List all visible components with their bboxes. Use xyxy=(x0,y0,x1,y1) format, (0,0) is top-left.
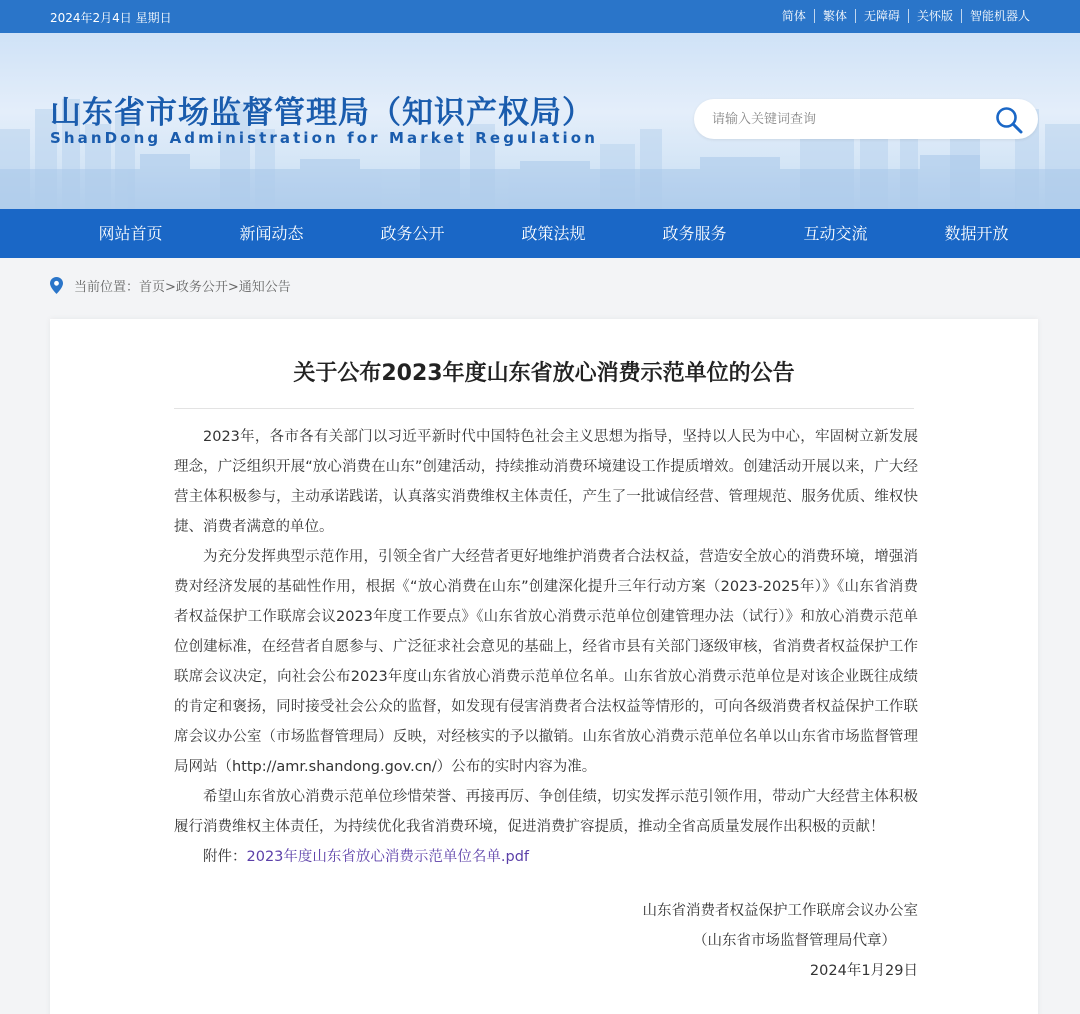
article-title: 关于公布2023年度山东省放心消费示范单位的公告 xyxy=(293,361,795,386)
nav-news[interactable]: 新闻动态 xyxy=(239,224,304,243)
nav-policies[interactable]: 政策法规 xyxy=(521,224,586,243)
link-accessibility[interactable]: 无障碍 xyxy=(855,9,908,23)
header-banner xyxy=(0,33,1080,209)
article-paragraph: 希望山东省放心消费示范单位珍惜荣誉、再接再厉、争创佳绩，切实发挥示范引领作用，带动广大经营主体积极履行消费维权主体责任，为持续优化我省消费环境，促进消费扩容提质，推动全省高质量发展作出积极的贡献！ xyxy=(174,789,918,835)
site-subtitle: ShanDong Administration for Market Regulation xyxy=(50,129,598,147)
search-input[interactable] xyxy=(712,109,982,129)
signature-note: （山东省市场监督管理局代章） xyxy=(693,933,896,949)
top-bar xyxy=(0,0,1080,33)
article-card xyxy=(50,319,1038,1014)
location-pin-icon xyxy=(50,277,63,294)
signature-org: 山东省消费者权益保护工作联席会议办公室 xyxy=(642,903,918,919)
nav-interaction[interactable]: 互动交流 xyxy=(803,224,868,243)
search-icon[interactable] xyxy=(994,105,1024,135)
breadcrumb-text[interactable]: 当前位置：首页>政务公开>通知公告 xyxy=(74,280,291,295)
site-title: 山东省市场监督管理局（知识产权局） xyxy=(50,95,594,131)
title-divider xyxy=(174,408,914,409)
attachment-label: 附件： xyxy=(203,849,247,865)
nav-home[interactable]: 网站首页 xyxy=(98,224,163,243)
article-paragraph: 为充分发挥典型示范作用，引领全省广大经营者更好地维护消费者合法权益，营造安全放心的消费环境，增强消费对经济发展的基础性作用，根据《“放心消费在山东”创建深化提升三年行动方案（2023-2025年）》《山东省消费者权益保护工作联席会议2023年度工作要点》《山东省放心消费示范单位创建管理办法（试行）》和放心消费示范单位创建标准，在经营者自愿参与、广泛征求社会意见的基础上，经省市县有关部门逐级审核，省消费者权益保护工作联席会议决定，向社会公布2023年度山东省放心消费示范单位名单。山东省放心消费示范单位是对该企业既往成绩的肯定和褒扬，同时接受社会公众的监督，如发现有侵害消费者合法权益等情形的，可向各级消费者权益保护工作联席会议办公室（市场监督管理局）反映，对经核实的予以撤销。山东省放心消费示范单位名单以山东省市场监督管理局网站（http://amr.shandong.gov.cn/）公布的实时内容为准。 xyxy=(174,549,918,775)
breadcrumb xyxy=(50,276,291,295)
nav-government-affairs[interactable]: 政务公开 xyxy=(380,224,445,243)
current-date: 2024年2月4日 星期日 xyxy=(50,11,172,25)
nav-services[interactable]: 政务服务 xyxy=(662,224,727,243)
link-smart-robot[interactable]: 智能机器人 xyxy=(961,9,1038,23)
search-box xyxy=(694,99,1038,139)
link-traditional[interactable]: 繁体 xyxy=(814,9,855,23)
article-paragraph: 2023年，各市各有关部门以习近平新时代中国特色社会主义思想为指导，坚持以人民为中心，牢固树立新发展理念，广泛组织开展“放心消费在山东”创建活动，持续推动消费环境建设工作提质增效。创建活动开展以来，广大经营主体积极参与，主动承诺践诺，认真落实消费维权主体责任，产生了一批诚信经营、管理规范、服务优质、维权快捷、消费者满意的单位。 xyxy=(174,429,918,535)
link-simplified[interactable]: 简体 xyxy=(781,9,806,23)
attachment-line xyxy=(174,842,918,872)
main-nav xyxy=(0,209,1080,258)
topbar-links xyxy=(774,9,1038,23)
link-care-mode[interactable]: 关怀版 xyxy=(908,9,961,23)
attachment-link[interactable]: 2023年度山东省放心消费示范单位名单.pdf xyxy=(246,849,530,865)
nav-open-data[interactable]: 数据开放 xyxy=(944,224,1009,243)
signature-date: 2024年1月29日 xyxy=(809,963,918,979)
article-body xyxy=(174,422,918,872)
